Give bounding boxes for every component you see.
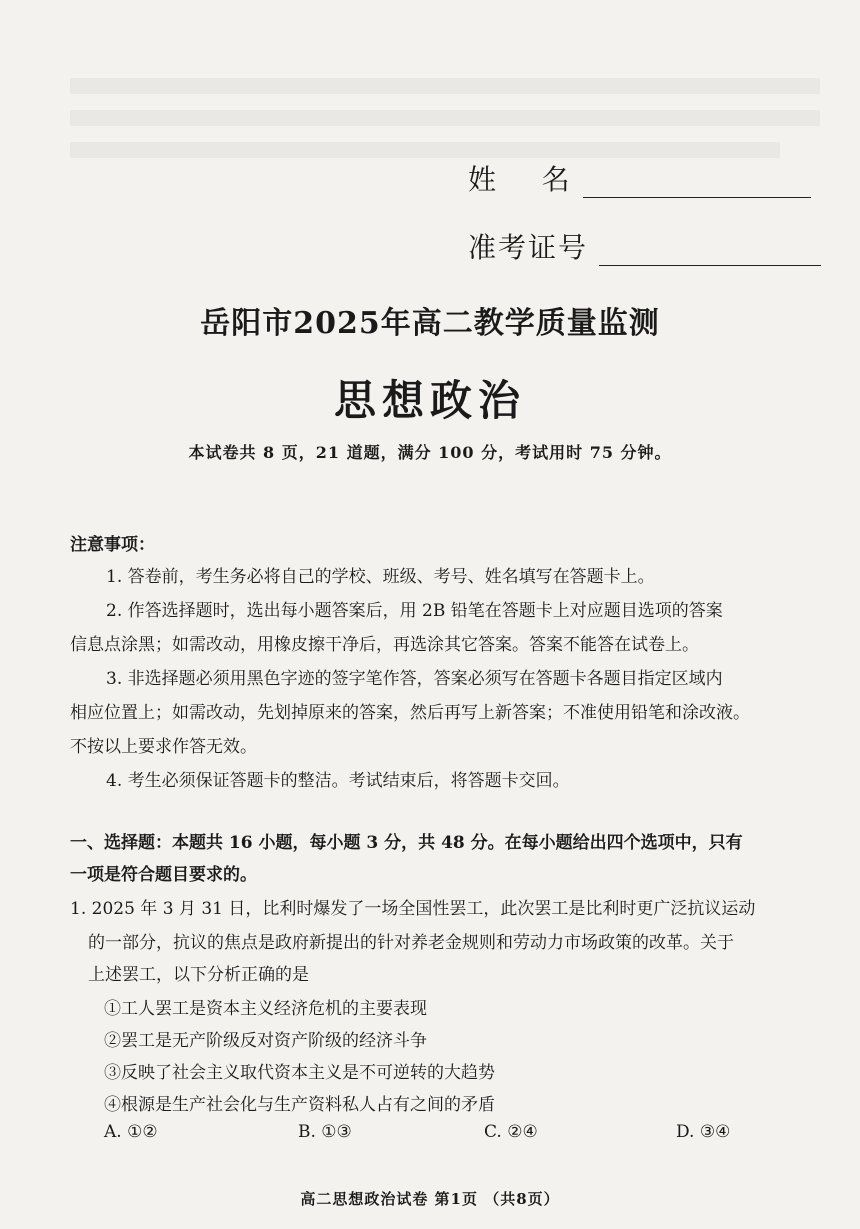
- question-stem: 上述罢工，以下分析正确的是: [88, 965, 309, 985]
- notice-item: 2. 作答选择题时，选出每小题答案后，用 2B 铅笔在答题卡上对应题目选项的答案: [106, 601, 723, 621]
- subject-title: 思想政治: [333, 376, 526, 425]
- statement-item: ①工人罢工是资本主义经济危机的主要表现: [104, 999, 427, 1019]
- section-heading-cont: 一项是符合题目要求的。: [70, 865, 257, 885]
- statement-item: ③反映了社会主义取代资本主义是不可逆转的大趋势: [104, 1063, 495, 1083]
- id-label: 准考证号: [468, 231, 589, 264]
- section-heading: 一、选择题：本题共 16 小题，每小题 3 分，共 48 分。在每小题给出四个选项中，只有: [70, 833, 743, 853]
- question-stem: 的一部分，抗议的焦点是政府新提出的针对养老金规则和劳动力市场政策的改革。关于: [88, 933, 734, 953]
- option-c: C. ②④: [484, 1122, 538, 1142]
- show-through-band: [70, 110, 820, 126]
- option-d: D. ③④: [676, 1122, 731, 1142]
- notice-item: 3. 非选择题必须用黑色字迹的签字笔作答，答案必须写在答题卡各题目指定区域内: [106, 669, 723, 689]
- notice-heading: 注意事项：: [70, 535, 155, 555]
- notice-item: 信息点涂黑；如需改动，用橡皮擦干净后，再选涂其它答案。答案不能答在试卷上。: [70, 635, 699, 655]
- option-b: B. ①③: [298, 1122, 352, 1142]
- exam-title: 岳阳市2025年高二教学质量监测: [200, 306, 660, 341]
- show-through-band: [70, 142, 780, 158]
- notice-item: 不按以上要求作答无效。: [70, 737, 257, 757]
- name-blank: [583, 167, 811, 198]
- exam-info: 本试卷共 8 页，21 道题，满分 100 分，考试用时 75 分钟。: [188, 443, 672, 462]
- page-footer: 高二思想政治试卷 第1页 （共8页）: [300, 1190, 560, 1208]
- name-field: [468, 158, 811, 198]
- name-label: 姓 名: [468, 163, 572, 196]
- notice-item: 4. 考生必须保证答题卡的整洁。考试结束后，将答题卡交回。: [106, 771, 570, 791]
- statement-item: ④根源是生产社会化与生产资料私人占有之间的矛盾: [104, 1095, 495, 1115]
- statement-item: ②罢工是无产阶级反对资产阶级的经济斗争: [104, 1031, 427, 1051]
- id-field: [468, 226, 821, 266]
- show-through-band: [70, 78, 820, 94]
- notice-item: 1. 答卷前，考生务必将自己的学校、班级、考号、姓名填写在答题卡上。: [106, 567, 655, 587]
- notice-item: 相应位置上；如需改动，先划掉原来的答案，然后再写上新答案；不准使用铅笔和涂改液。: [70, 703, 750, 723]
- question-stem: 1. 2025 年 3 月 31 日，比利时爆发了一场全国性罢工，此次罢工是比利时更广泛抗议运动: [70, 899, 756, 919]
- id-blank: [599, 235, 821, 266]
- option-a: A. ①②: [104, 1122, 158, 1142]
